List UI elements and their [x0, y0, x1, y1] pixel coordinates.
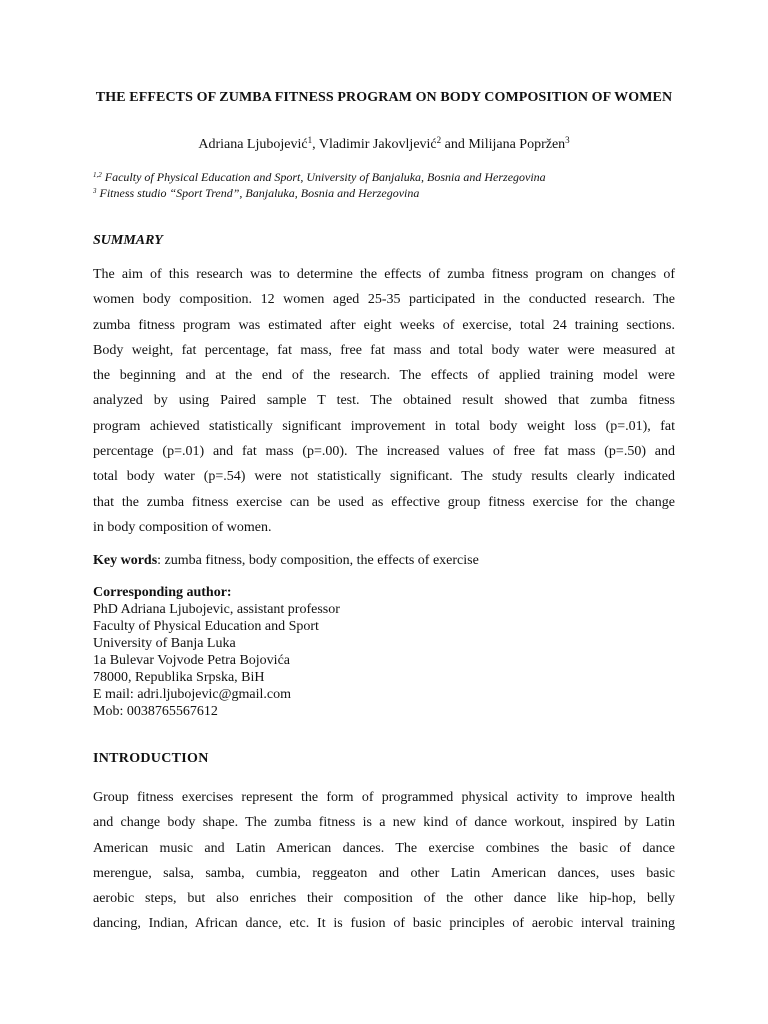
- text-line: dancing, Indian, African dance, etc. It is fusion of basic principles of aerobic interval training: [93, 916, 675, 932]
- author-list: [93, 136, 675, 154]
- text-line: program achieved statistically significant improvement in total body weight loss (p=.01), fat: [93, 418, 675, 434]
- corresponding-author-email: E mail: adri.ljubojevic@gmail.com: [93, 687, 291, 702]
- text-line: zumba fitness program was estimated after eight weeks of exercise, total 24 training sections.: [93, 317, 675, 333]
- summary-heading: SUMMARY: [93, 233, 163, 248]
- text-line: aerobic steps, but also enriches their composition of the other dance like hip-hop, belly: [93, 891, 675, 907]
- author-affiliation-mark: 2: [436, 135, 442, 145]
- keywords: [93, 552, 479, 570]
- author-affiliation-mark: 1: [307, 135, 313, 145]
- affiliation-mark: 3: [93, 187, 97, 195]
- text-line: The aim of this research was to determine the effects of zumba fitness program on changes of: [93, 267, 675, 282]
- affiliation: [93, 186, 419, 201]
- author-affiliation-mark: 3: [565, 135, 570, 145]
- author-separator: and: [441, 137, 469, 152]
- text-line: and change body shape. The zumba fitness is a new kind of dance workout, inspired by Latin: [93, 815, 675, 831]
- corresponding-author-block: [93, 584, 340, 720]
- corresponding-author-phone: Mob: 0038765567612: [93, 704, 218, 719]
- text-line: in body composition of women.: [93, 519, 272, 535]
- summary-paragraph: [93, 262, 675, 540]
- text-line: analyzed by using Paired sample T test. The obtained result showed that zumba fitness: [93, 393, 675, 409]
- corresponding-author-line: 1a Bulevar Vojvode Petra Bojovića: [93, 653, 290, 668]
- text-line: Group fitness exercises represent the form of programmed physical activity to improve health: [93, 790, 675, 805]
- text-line: American music and Latin American dances. The exercise combines the basic of dance: [93, 840, 675, 856]
- keywords-text: : zumba fitness, body composition, the effects of exercise: [157, 553, 479, 568]
- author-name: Adriana Ljubojević: [198, 137, 308, 152]
- introduction-paragraph: [93, 785, 675, 937]
- text-line: the beginning and at the end of the research. The effects of applied training model were: [93, 368, 675, 384]
- author-name: Vladimir Jakovljević: [318, 137, 437, 152]
- text-line: merengue, salsa, samba, cumbia, reggeaton and other Latin American dances, uses basic: [93, 865, 675, 881]
- text-line: Body weight, fat percentage, fat mass, free fat mass and total body water were measured at: [93, 342, 675, 358]
- affiliation: [93, 170, 546, 185]
- author-separator: ,: [312, 137, 319, 152]
- text-line: percentage (p=.01) and fat mass (p=.00). The increased values of free fat mass (p=.50) and: [93, 444, 675, 460]
- corresponding-author-line: Faculty of Physical Education and Sport: [93, 619, 319, 634]
- text-line: women body composition. 12 women aged 25-35 participated in the conducted research. The: [93, 292, 675, 308]
- corresponding-author-line: PhD Adriana Ljubojevic, assistant professor: [93, 602, 340, 617]
- corresponding-author-line: University of Banja Luka: [93, 636, 236, 651]
- paper-title: THE EFFECTS OF ZUMBA FITNESS PROGRAM ON BODY COMPOSITION OF WOMEN: [95, 90, 673, 105]
- text-line: total body water (p=.54) were not statistically significant. The study results clearly indicated: [93, 469, 675, 485]
- introduction-heading: INTRODUCTION: [93, 751, 209, 766]
- affiliation-text: Fitness studio “Sport Trend”, Banjaluka, Bosnia and Herzegovina: [96, 186, 420, 200]
- affiliation-mark: 1,2: [93, 171, 102, 179]
- keywords-label: Key words: [93, 553, 158, 568]
- corresponding-author-line: 78000, Republika Srpska, BiH: [93, 670, 265, 685]
- corresponding-author-heading: Corresponding author:: [93, 585, 232, 600]
- text-line: that the zumba fitness exercise can be used as effective group fitness exercise for the change: [93, 494, 675, 510]
- author-name: Milijana Popržen: [468, 137, 566, 152]
- affiliation-text: Faculty of Physical Education and Sport, University of Banjaluka, Bosnia and Herzegovina: [101, 170, 546, 184]
